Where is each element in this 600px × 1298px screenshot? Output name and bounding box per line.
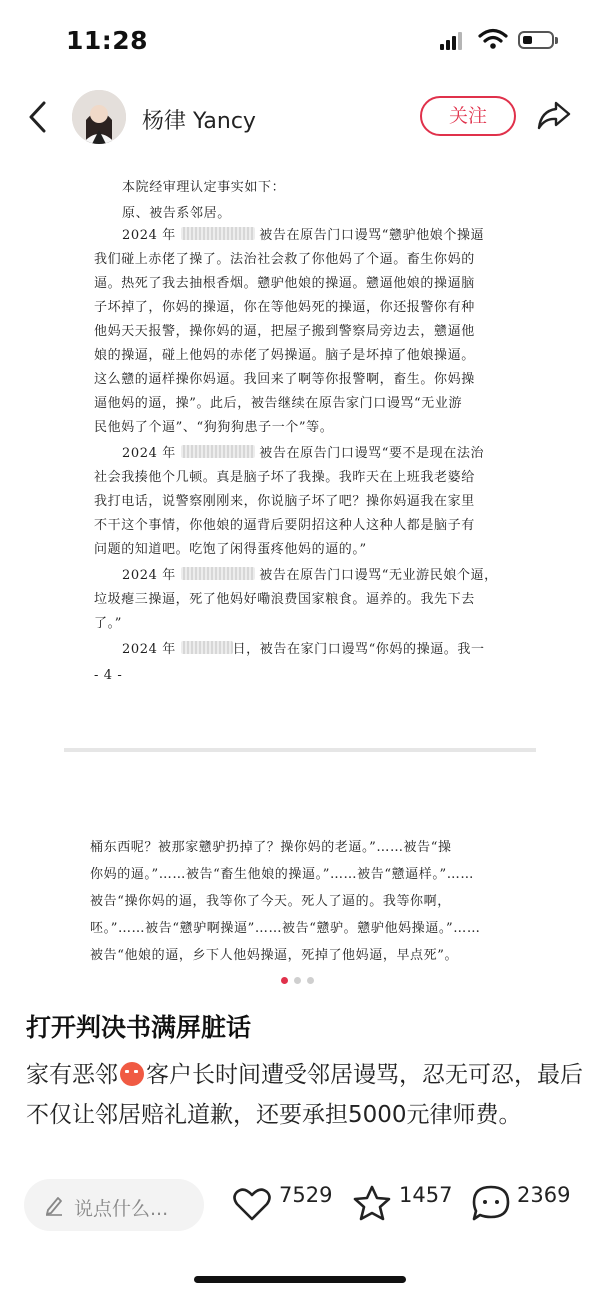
doc-line: 逼他妈的逼，操”。此后，被告继续在原告家门口谩骂“无业游: [94, 396, 463, 411]
doc-line: 我打电话，说警察刚刚来，你说脑子坏了吧？操你妈逼我在家里: [94, 494, 475, 509]
home-indicator[interactable]: [194, 1276, 406, 1283]
page-number: - 4 -: [94, 668, 123, 683]
comment-bubble-icon[interactable]: [471, 1184, 511, 1222]
redacted-date: [181, 445, 255, 458]
share-icon[interactable]: [536, 100, 572, 132]
redacted-date: [181, 567, 255, 580]
redacted-date: [181, 641, 233, 654]
wifi-icon: [478, 28, 508, 50]
carousel-dot[interactable]: [294, 977, 301, 984]
collect-count[interactable]: 1457: [399, 1183, 453, 1207]
follow-button[interactable]: 关注: [420, 96, 516, 136]
doc-line: 这么戆的逼样操你妈逼。我回来了啊等你报警啊，畜生。你妈操: [94, 372, 475, 387]
battery-icon: [518, 31, 554, 49]
doc-line: 了。”: [94, 616, 122, 631]
comment-count[interactable]: 2369: [517, 1183, 571, 1207]
doc-line: 原、被告系邻居。: [122, 206, 231, 221]
doc-line: 垃圾瘪三操逼，死了他妈好嘞浪费国家粮食。逼养的。我先下去: [94, 592, 475, 607]
page-divider: [64, 748, 536, 752]
doc-line: 你妈的逼。”……被告“畜生他娘的操逼。”……被告“戆逼样。”……: [90, 867, 474, 882]
post-title: 打开判决书满屏脏话: [26, 1013, 252, 1042]
post-description: 家有恶邻 客户长时间遭受邻居谩骂，忍无可忍，最后不仅让邻居赔礼道歉，还要承担5000元律师费。: [26, 1062, 583, 1128]
redacted-date: [181, 227, 255, 240]
status-time: 11:28: [66, 26, 149, 55]
doc-line: 2024 年 被告在原告门口谩骂“要不是现在法治: [122, 446, 485, 461]
avatar[interactable]: [72, 90, 126, 144]
signal-icon: [440, 32, 466, 50]
doc-line: 2024 年 被告在原告门口谩骂“无业游民娘个逼，: [122, 568, 498, 583]
doc-line: 2024 年 被告在原告门口谩骂“戆驴他娘个操逼: [122, 228, 485, 243]
doc-line: 我们碰上赤佬了操了。法治社会救了你他妈了个逼。畜生你妈的: [94, 252, 475, 267]
doc-line: 民他妈了个逼”、“狗狗狗患子一个”等。: [94, 420, 334, 435]
doc-line: 不干这个事情，你他娘的逼背后要阴招这种人这种人都是脑子有: [94, 518, 475, 533]
doc-line: 他妈天天报警，操你妈的逼，把屋子搬到警察局旁边去，戆逼他: [94, 324, 475, 339]
heart-icon[interactable]: [232, 1186, 272, 1222]
carousel-dot[interactable]: [307, 977, 314, 984]
angry-face-icon: [120, 1062, 144, 1086]
doc-line: 问题的知道吧。吃饱了闲得蛋疼他妈的逼的。”: [94, 542, 367, 557]
carousel-dot-active[interactable]: [281, 977, 288, 984]
star-icon[interactable]: [352, 1184, 392, 1222]
doc-line: 子坏掉了，你妈的操逼，你在等他妈死的操逼，你还报警你有种: [94, 300, 475, 315]
back-arrow-icon[interactable]: [26, 100, 50, 134]
doc-line: 呸。”……被告“戆驴啊操逼”……被告“戆驴。戆驴他妈操逼。”……: [90, 921, 481, 936]
doc-line: 逼。热死了我去抽根香烟。戆驴他娘的操逼。戆逼他娘的操逼脑: [94, 276, 475, 291]
judgment-document-image[interactable]: [60, 160, 540, 970]
pen-icon: [44, 1194, 64, 1216]
author-name[interactable]: 杨律 Yancy: [142, 109, 256, 134]
comment-input[interactable]: [24, 1179, 204, 1231]
comment-placeholder: 说点什么...: [74, 1198, 169, 1220]
doc-line: 社会我揍他个几顿。真是脑子坏了我操。我昨天在上班我老婆给: [94, 470, 475, 485]
doc-line: 被告“操你妈的逼，我等你了今天。死人了逼的。我等你啊，: [90, 894, 451, 909]
doc-line: 被告“他娘的逼，乡下人他妈操逼，死掉了他妈逼，早点死”。: [90, 948, 459, 963]
doc-line: 娘的操逼，碰上他妈的赤佬了妈操逼。脑子是坏掉了他娘操逼。: [94, 348, 475, 363]
doc-line: 2024 年 日，被告在家门口谩骂“你妈的操逼。我一: [122, 642, 485, 657]
like-count[interactable]: 7529: [279, 1183, 333, 1207]
doc-line: 本院经审理认定事实如下：: [122, 180, 286, 195]
doc-line: 桶东西呢？被那家戆驴扔掉了？操你妈的老逼。”……被告“操: [90, 840, 452, 855]
